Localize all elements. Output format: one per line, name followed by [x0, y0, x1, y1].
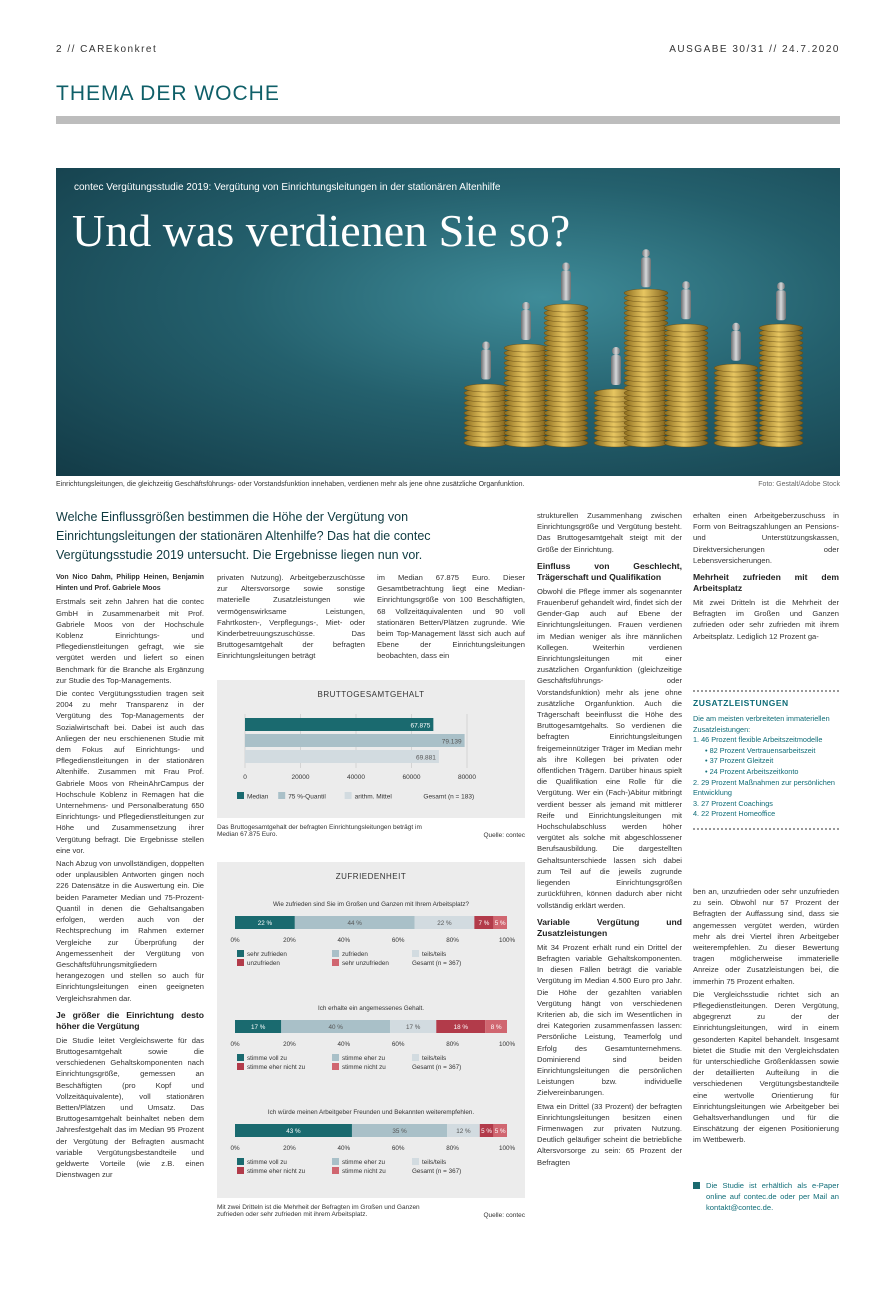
- paragraph: Etwa ein Drittel (33 Prozent) der befragten Einrichtungsleitungen besitzen einen Firmenwagen zur privaten Nutzung. Deutlich geläufiger scheint die betriebliche Altersvorsorge zu sein: 65 Prozent der Befragten: [537, 1101, 682, 1167]
- legend-total: Gesamt (n = 183): [423, 793, 475, 801]
- zusatz-item: • 37 Prozent Gleitzeit: [705, 756, 774, 766]
- x-tick-label: 20%: [283, 937, 296, 944]
- x-tick-label: 80000: [457, 774, 477, 781]
- chart-bruttogesamtgehalt: [217, 680, 525, 838]
- data-label: 12 %: [456, 1128, 471, 1135]
- bar-1: [245, 718, 433, 731]
- subheading: Mehrheit zufrieden mit dem Arbeitsplatz: [693, 572, 839, 594]
- hero-image: [56, 168, 840, 476]
- legend-swatch: [332, 1158, 339, 1165]
- figurine-icon: [776, 282, 786, 320]
- paragraph: Die Vergleichsstudie richtet sich an Pflegedienstleitungen. Deren Vergütung, abgegrenzt zu der der Einrichtungsleitungen, wird in einem gesonderten Kapitel behandelt. Insgesamt bietet die Studie mit den Vergleichsdaten für unterschiedliche Größenklassen sowie der detaillierten Aufteilung in die verschiedenen Vergütungsbestandteile eine wertvolle Orientierung für Einrichtungsleitungen wie Arbeitgeber bei Gehaltsverhandlungen und für die Einschätzung der eigenen Positionierung im Wettbewerb.: [693, 989, 839, 1145]
- data-label: 43 %: [286, 1128, 301, 1135]
- authors: Von Nico Dahm, Philipp Heinen, Benjamin Hinten und Prof. Gabriele Moos: [56, 574, 204, 593]
- coin-icon: [464, 384, 508, 392]
- coin-icon: [714, 364, 758, 372]
- legend-label: stimme eher nicht zu: [247, 1168, 306, 1175]
- zusatz-item: 3. 27 Prozent Coachings: [693, 798, 773, 808]
- legend-total: Gesamt (n = 367): [412, 1168, 462, 1175]
- subheading: Einfluss von Geschlecht, Trägerschaft und Qualifikation: [537, 560, 682, 582]
- legend-swatch: [412, 1054, 419, 1061]
- question-label: Ich erhalte ein angemessenes Gehalt.: [317, 1005, 425, 1012]
- data-label: 5 %: [481, 1128, 493, 1135]
- paragraph: Mit 34 Prozent erhält rund ein Drittel der Befragten variable Gehaltskomponenten. In diesen Fällen beträgt die variable Vergütung im Median 4.500 Euro pro Jahr. Die Höhe der gezahlten variablen Vergütung hängt von verschiedenen Kriterien ab, die sich im Wesentlichen in drei Kategorien zusammenfassen lassen: Persönliche Leistung, Teamerfolg und Erfolg des Gesamtunternehmens. Dominierend sind beiden Einrichtungsleitungen die persönlichen Leistungen bzw. individuelle Zielvereinbarungen.: [537, 942, 682, 1098]
- data-label: 35 %: [392, 1128, 407, 1135]
- figurine-icon: [681, 281, 691, 319]
- x-tick-label: 40%: [337, 937, 351, 944]
- data-label: 44 %: [347, 920, 362, 927]
- article-column-3: [377, 572, 525, 664]
- zusatz-title: ZUSATZLEISTUNGEN: [693, 698, 789, 708]
- paragraph: strukturellen Zusammenhang zwischen Einrichtungsgröße und Vergütung besteht. Das Bruttogesamtgehalt steigt mit der Größe der Einrichtung.: [537, 511, 682, 554]
- zusatz-item: 4. 22 Prozent Homeoffice: [693, 809, 776, 819]
- legend-label: stimme eher nicht zu: [247, 1064, 306, 1071]
- paragraph: Nach Abzug von unvollständigen, doppelten oder unplausiblen Antworten gingen noch 226 Datensätze in die Auswertung ein. Die beiden Parameter Median und 75-Prozent-Quantil in denen die Gehaltsangaben erfolgen, werden auch von der Rechtsprechung im Rahmen externer Vergleiche zur Überprüfung der Angemessenheit der Vergütung von Geschäftsführungsmitgliedern herangezogen und stellen so auch für Einrichtungsleitungen einen geeigneten Vergleichsrahmen dar.: [56, 859, 204, 1003]
- legend-swatch: [412, 950, 419, 957]
- legend-swatch: [332, 950, 339, 957]
- legend-label: 75 %-Quantil: [288, 793, 326, 801]
- legend-label: teils/teils: [422, 1055, 447, 1062]
- hero-caption: Einrichtungsleitungen, die gleichzeitig Geschäftsführungs- oder Vorstandsfunktion innehaben, verdienen mehr als jene ohne zusätzliche Organfunktion.: [56, 481, 525, 488]
- data-label: 7 %: [478, 920, 490, 927]
- paragraph: Obwohl die Pflege immer als sogenannter Frauenberuf gehandelt wird, findet sich der Gender-Gap auch auf Ebene der Einrichtungsleitungen. Frauen verdienen im Median weniger als ihre männlichen Kollegen. Weiterhin verdienen Einrichtungsleitungen mit einer zusätzlichen Organfunktion (gleichzeitige Geschäftsführungs- oder Vorstandsfunktion) mehr als jene ohne zusätzliche Organfunktion. Auch die Trägerschaft beeinflusst die Höhe des Bruttogesamtgehalts. So verdienen die befragten Einrichtungsleitungen freigemeinnütziger Träger im Median mehr als ihre Kollegen bei privaten oder öffentlichen Trägern. Darüber hinaus spielt die Qualifikation eine Rolle für die Vergütung. Wer ein (Fach-)Abitur mitbringt verdient besser als jemand mit mittlerer Reife und Einrichtungsleitungen mit Hochschulabschluss werden höher vergütet als solche mit abgeschlossener Berufsausbildung. Die dargestellten Gehaltsunterschiede lassen sich dabei zum Teil auf die jeweils zugrunde liegenden Einrichtungsgrößen zurückführen, können dadurch aber nicht vollständig erklärt werden.: [537, 586, 682, 910]
- issue-date: AUSGABE 30/31 // 24.7.2020: [669, 44, 840, 55]
- data-label: 5 %: [494, 1128, 506, 1135]
- x-tick-label: 100%: [498, 937, 516, 944]
- chart-title: ZUFRIEDENHEIT: [335, 872, 407, 881]
- study-note: [693, 1180, 839, 1214]
- x-tick-label: 0%: [230, 1041, 240, 1048]
- paragraph: Die contec Vergütungsstudien tragen seit 2004 zu mehr Transparenz in der Vergütung des Top-Managements der Sozialwirtschaft bei. Dabei ist auch das Anliegen der neu erschienenen Studie mit dem Fokus auf Einrichtungs- und Pflegedienstleitungen in der stationären Altenhilfe. Zusammen mit Frau Prof. Gabriele Moos von RheinAhrCampus der Hochschule Koblenz in Remagen hat die Unternehmens- und Personalberatung 650 Einrichtungs- und Pflegedienstleitungen zur Höhe und Zusammensetzung ihrer Vergütung befragt. Die Ergebnisse stellen eine vor.: [56, 689, 204, 855]
- x-tick-label: 80%: [446, 1041, 459, 1048]
- question-label: Wie zufrieden sind Sie im Großen und Ganzen mit Ihrem Arbeitsplatz?: [273, 901, 469, 908]
- photo-credit: Foto: Gestalt/Adobe Stock: [758, 481, 840, 488]
- x-tick-label: 80%: [446, 937, 459, 944]
- legend-swatch: [237, 1054, 244, 1061]
- zusatz-item: 2. 29 Prozent Maßnahmen zur persönlichen Entwicklung: [693, 777, 835, 798]
- article-column-5-top: [693, 510, 839, 644]
- x-tick-label: 0%: [230, 1145, 240, 1152]
- hero-kicker: contec Vergütungsstudie 2019: Vergütung von Einrichtungsleitungen in der stationären Altenhilfe: [74, 182, 501, 193]
- chart-zufriedenheit: [217, 862, 525, 1218]
- legend-swatch: [332, 1167, 339, 1174]
- zusatz-item: • 82 Prozent Vertrauensarbeitszeit: [705, 745, 816, 755]
- x-tick-label: 0: [243, 774, 247, 781]
- hero-title: Und was verdienen Sie so?: [72, 205, 571, 256]
- bar-2: [245, 734, 465, 747]
- zusatz-item: • 24 Prozent Arbeitszeitkonto: [705, 766, 799, 776]
- subheading: Variable Vergütung und Zusatzleistungen: [537, 916, 682, 938]
- figurine-icon: [561, 263, 571, 301]
- data-label: 8 %: [490, 1024, 502, 1031]
- legend-swatch: [237, 1158, 244, 1165]
- legend-swatch: [237, 959, 244, 966]
- bar-chart-svg: [217, 680, 525, 818]
- legend-label: arithm. Mittel: [354, 793, 392, 801]
- legend-label: sehr zufrieden: [247, 951, 287, 958]
- chart-source: Quelle: contec: [483, 832, 525, 839]
- x-tick-label: 20000: [291, 774, 310, 781]
- legend-label: teils/teils: [422, 1159, 447, 1166]
- data-label: 69.881: [416, 754, 436, 762]
- coin-icon: [664, 324, 708, 332]
- data-label: 17 %: [405, 1024, 421, 1031]
- legend-swatch: [278, 792, 285, 799]
- coin-icon: [544, 304, 588, 312]
- data-label: 22 %: [257, 920, 273, 927]
- coin-icon: [504, 344, 548, 352]
- paragraph: Die Studie leitet Vergleichswerte für das Bruttogesamtgehalt sowie die verschiedenen Gehaltskomponenten nach Einrichtungsgröße, gemessen an Beschäftigten (pro Kopf und Vollzeitäquivalente), voll stationären Betten/Plätzen und Umsatz. Das Bruttogesamtgehalt beinhaltet neben dem Jahresfestgehalt das im Median 95 Prozent der Vergütung der Befragten ausmacht variable Vergütungsbestandteile und geldwerte Vorteile (wie z.B. einen Dienstwagen zur: [56, 1035, 204, 1180]
- legend-total: Gesamt (n = 367): [412, 960, 462, 967]
- legend-swatch: [412, 1158, 419, 1165]
- legend-label: unzufrieden: [247, 960, 280, 967]
- article-column-1: [56, 572, 204, 1182]
- lead-paragraph: Welche Einflussgrößen bestimmen die Höhe der Vergütung von Einrichtungsleitungen der stationären Altenhilfe? Das hat die contec Vergütungsstudie 2019 untersucht. Die Ergebnisse liegen nun vor.: [56, 510, 431, 562]
- article-column-5-bottom: [693, 886, 839, 1148]
- square-bullet-icon: [693, 1182, 700, 1189]
- article-column-4: [537, 510, 682, 1170]
- legend-swatch: [237, 1167, 244, 1174]
- zusatz-item: 1. 46 Prozent flexible Arbeitszeitmodelle: [693, 735, 823, 745]
- paragraph: privaten Nutzung). Arbeitgeberzuschüsse zur Altersvorsorge sowie sonstige materielle Zusatzleistungen wie vermögenswirksame Leistungen, Fahrtkosten-, Verpflegungs-, Miet- oder Kinderbetreuungszuschüsse. Das Bruttogesamtgehalt der befragten Einrichtungsleitungen beträgt: [217, 573, 365, 661]
- x-tick-label: 0%: [230, 937, 240, 944]
- chart-title: BRUTTOGESAMTGEHALT: [317, 690, 425, 699]
- legend-total: Gesamt (n = 367): [412, 1064, 462, 1071]
- data-label: 22 %: [437, 920, 452, 927]
- study-note-text[interactable]: Die Studie ist erhältlich als e-Paper online auf contec.de oder per Mail an kontakt@contec.de.: [706, 1181, 839, 1213]
- legend-swatch: [332, 1063, 339, 1070]
- x-tick-label: 20%: [283, 1145, 296, 1152]
- figurine-icon: [481, 342, 491, 380]
- x-tick-label: 40%: [337, 1041, 351, 1048]
- figurine-icon: [521, 302, 531, 340]
- legend-label: stimme nicht zu: [342, 1064, 386, 1071]
- chart-caption: Das Bruttogesamtgehalt der befragten Einrichtungsleitungen beträgt im Median 67.875 Euro.: [217, 824, 422, 838]
- paragraph: Mit zwei Dritteln ist die Mehrheit der Befragten im Großen und Ganzen zufrieden oder sehr zufrieden mit ihrem Arbeitsplatz. Lediglich 12 Prozent ga-: [693, 598, 839, 641]
- data-label: 5 %: [494, 920, 506, 927]
- data-label: 40 %: [328, 1024, 343, 1031]
- legend-label: sehr unzufrieden: [342, 960, 389, 967]
- legend-label: teils/teils: [422, 951, 447, 958]
- paragraph: Erstmals seit zehn Jahren hat die contec GmbH in Zusammenarbeit mit Prof. Gabriele Moos von der Hochschule Koblenz Einrichtungs- und Pflegedienstleitungen gefragt, wie sie vergütet werden und liefert so einen Benchmark für die Branche als Ergänzung zur Studie des Top-Managements.: [56, 597, 204, 685]
- x-tick-label: 60%: [391, 1041, 405, 1048]
- legend-swatch: [237, 950, 244, 957]
- data-label: 67.875: [410, 722, 431, 730]
- x-tick-label: 40%: [337, 1145, 351, 1152]
- figurine-icon: [611, 347, 621, 385]
- zusatz-intro: Die am meisten verbreiteten immateriellen Zusatzleistungen:: [693, 714, 830, 734]
- legend-label: zufrieden: [342, 951, 368, 958]
- legend-swatch: [332, 959, 339, 966]
- paragraph: ben an, unzufrieden oder sehr unzufrieden zu sein. Obwohl nur 57 Prozent der Befragten der Auffassung sind, dass sie angemessen vergütet werden, würden mehr als drei Viertel ihren Arbeitgeber weiterempfehlen. Zu dieser Bewertung tragen möglicherweise immaterielle Anreize oder Zusatzleistungen bei, die immerhin 75 Prozent erhalten.: [693, 887, 839, 986]
- legend-swatch: [345, 792, 352, 799]
- legend-label: Median: [247, 793, 269, 801]
- question-label: Ich würde meinen Arbeitgeber Freunden und Bekannten weiterempfehlen.: [267, 1109, 475, 1116]
- figurine-icon: [641, 249, 651, 287]
- legend-label: stimme voll zu: [247, 1159, 287, 1166]
- data-label: 79.139: [441, 738, 462, 746]
- x-tick-label: 60%: [391, 1145, 405, 1152]
- divider: [693, 828, 839, 830]
- x-tick-label: 20%: [283, 1041, 296, 1048]
- legend-label: stimme eher zu: [342, 1159, 386, 1166]
- legend-swatch: [237, 1063, 244, 1070]
- figurine-icon: [731, 323, 741, 361]
- article-column-2: [217, 572, 365, 664]
- x-tick-label: 40000: [346, 774, 366, 781]
- x-tick-label: 80%: [446, 1145, 459, 1152]
- section-rule: [56, 116, 840, 124]
- legend-label: stimme eher zu: [342, 1055, 386, 1062]
- data-label: 17 %: [250, 1024, 266, 1031]
- chart-panel: [217, 862, 525, 1198]
- coin-icon: [624, 289, 668, 297]
- paragraph: im Median 67.875 Euro. Dieser Gesamtbetrachtung liegt eine Median-Einrichtungsgröße von 100 Beschäftigten, 68 Vollzeitäquivalenten und 90 voll stationären Betten/Plätzen zugrunde. Wie beim Top-Management lässt sich auch auf Ebene der Einrichtungsleitungen beobachten, dass ein: [377, 573, 525, 661]
- legend-label: stimme nicht zu: [342, 1168, 386, 1175]
- zusatzleistungen-box: [693, 690, 839, 830]
- divider: [693, 690, 839, 692]
- subheading: Je größer die Einrichtung desto höher die Vergütung: [56, 1009, 204, 1031]
- chart-panel: [217, 680, 525, 818]
- legend-swatch: [332, 1054, 339, 1061]
- legend-label: stimme voll zu: [247, 1055, 287, 1062]
- bar-3: [245, 750, 439, 763]
- stacked-bar-chart-svg: [217, 862, 525, 1198]
- x-tick-label: 100%: [498, 1041, 516, 1048]
- chart-source: Quelle: contec: [483, 1212, 525, 1219]
- chart-caption: Mit zwei Dritteln ist die Mehrheit der Befragten im Großen und Ganzen zufrieden oder sehr zufrieden mit ihrem Arbeitsplatz.: [217, 1204, 420, 1218]
- zusatz-list: [693, 735, 839, 820]
- data-label: 18 %: [453, 1024, 468, 1031]
- legend-swatch: [237, 792, 244, 799]
- x-tick-label: 100%: [498, 1145, 516, 1152]
- x-tick-label: 60000: [402, 774, 421, 781]
- page-number-publication: 2 // CAREkonkret: [56, 44, 158, 55]
- coin-icon: [759, 324, 803, 332]
- x-tick-label: 60%: [391, 937, 405, 944]
- section-title: THEMA DER WOCHE: [56, 82, 280, 105]
- paragraph: erhalten einen Arbeitgeberzuschuss in Form von Beitragszahlungen an Pensions- und Unterstützungskassen, Direktversicherungen oder Lebensversicherungen.: [693, 511, 839, 565]
